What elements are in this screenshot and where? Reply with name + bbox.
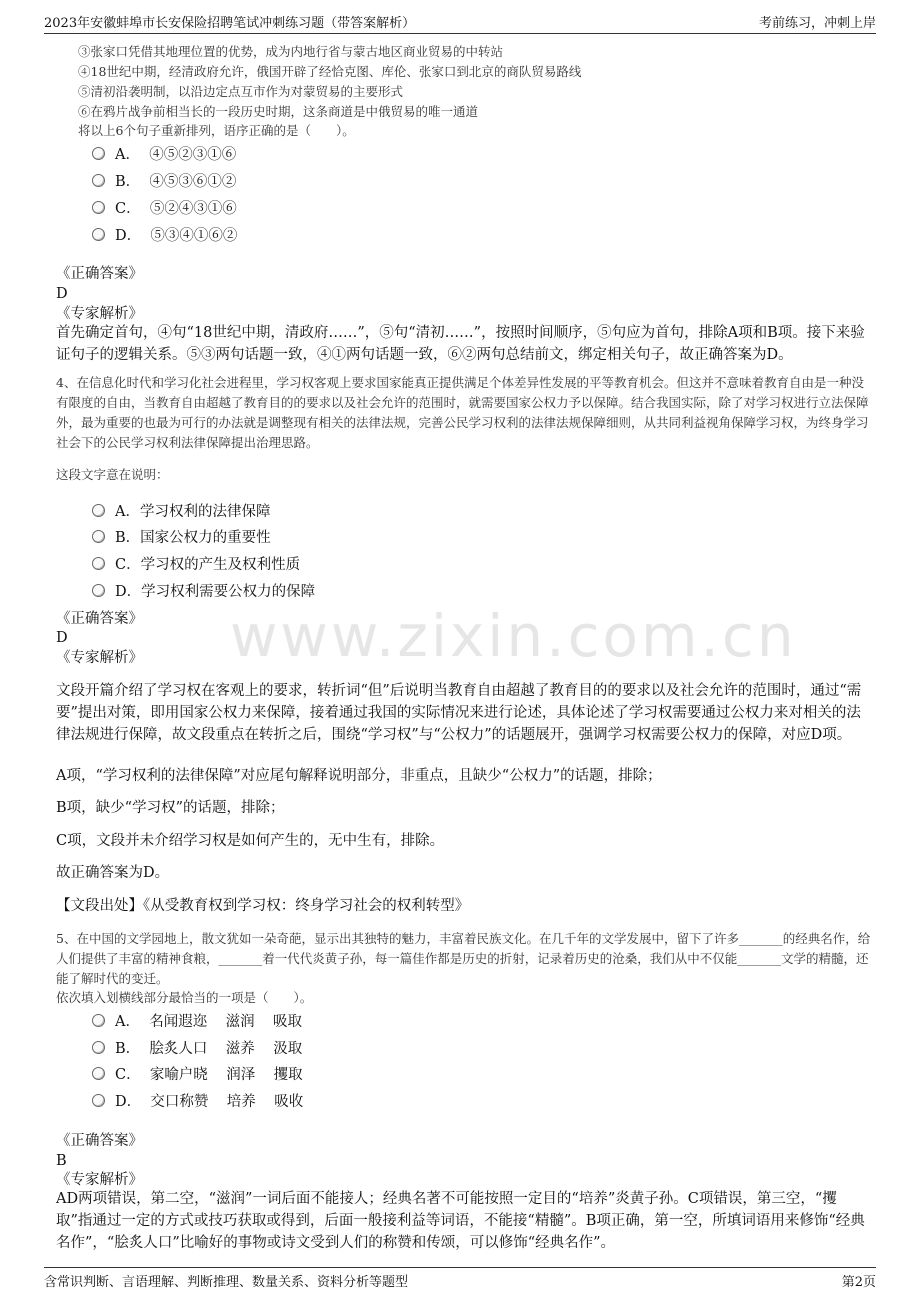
- watermark: www.zixin.com.cn: [230, 602, 797, 670]
- radio-icon[interactable]: [92, 504, 105, 517]
- radio-icon[interactable]: [92, 1094, 105, 1107]
- page-footer: [44, 1271, 876, 1291]
- header-divider: [44, 33, 876, 34]
- q4-answer-label: 《正确答案》: [56, 611, 143, 627]
- q5-option-b[interactable]: B． 脍炙人口 滋养 汲取: [92, 1037, 302, 1058]
- radio-icon[interactable]: [92, 228, 105, 241]
- q4-answer: D: [56, 630, 68, 646]
- page-number: 第2页: [841, 1275, 876, 1290]
- q3-answer-label: 《正确答案》: [56, 266, 143, 282]
- q4-analysis-option-b: B项，缺少“学习权”的话题，排除；: [56, 800, 285, 816]
- q4-option-d[interactable]: D．学习权利需要公权力的保障: [92, 580, 315, 601]
- q4-analysis-paragraph: 文段开篇介绍了学习权在客观上的要求，转折词“但”后说明当教育自由超越了教育目的的要求以及社会允许的范围时，通过“需要”提出对策，即用国家公权力来保障，接着通过我国的实际情况来进行论述，具体论述了学习权需要通过公权力来对相关的法律法规进行保障，故文段重点在转折之后，围绕“学习权”与“公权力”的话题展开，强调学习权需要公权力的保障，对应D项。: [56, 683, 862, 743]
- q3-question: 将以上6个句子重新排列，语序正确的是（ ）。: [78, 123, 355, 138]
- q5-option-d[interactable]: D． 交口称赞 培养 吸收: [92, 1090, 303, 1111]
- radio-icon[interactable]: [92, 201, 105, 214]
- footer-divider: [44, 1267, 876, 1268]
- radio-icon[interactable]: [92, 1041, 105, 1054]
- q5-option-a[interactable]: A． 名闻遐迩 滋润 吸取: [92, 1010, 302, 1031]
- q4-stem: 4、在信息化时代和学习化社会进程里，学习权客观上要求国家能真正提供满足个体差异性发展的平等教育机会。但这并不意味着教育自由是一种没有限度的自由，当教育自由超越了教育目的的要求以及社会允许的范围时，就需要国家公权力予以保障。结合我国实际，除了对学习权进行立法保障外，最为重要的也最为可行的办法就是调整现有相关的法律法规，完善公民学习权利的法律法规保障细则，从共同利益视角保障学习权，为终身学习社会下的公民学习权利法律保障提出治理思路。: [56, 375, 869, 450]
- radio-icon[interactable]: [92, 530, 105, 543]
- q3-option-b[interactable]: B． ④⑤③⑥①②: [92, 170, 236, 191]
- q3-sentence-5: ⑤清初沿袭明制，以沿边定点互市作为对蒙贸易的主要形式: [78, 84, 404, 99]
- q3-sentence-6: ⑥在鸦片战争前相当长的一段历史时期，这条商道是中俄贸易的唯一通道: [78, 104, 479, 119]
- q3-option-a[interactable]: A． ④⑤②③①⑥: [92, 143, 236, 164]
- q4-option-c[interactable]: C．学习权的产生及权利性质: [92, 553, 300, 574]
- q3-option-d[interactable]: D． ⑤③④①⑥②: [92, 224, 237, 245]
- q5-analysis-label: 《专家解析》: [56, 1172, 143, 1188]
- radio-icon[interactable]: [92, 584, 105, 597]
- header-slogan: 考前练习，冲刺上岸: [758, 16, 876, 31]
- q4-analysis-option-c: C项，文段并未介绍学习权是如何产生的，无中生有，排除。: [56, 833, 445, 849]
- radio-icon[interactable]: [92, 147, 105, 160]
- header-title: 2023年安徽蚌埠市长安保险招聘笔试冲刺练习题（带答案解析）: [44, 16, 416, 31]
- q4-option-b[interactable]: B．国家公权力的重要性: [92, 526, 271, 547]
- q3-analysis-label: 《专家解析》: [56, 306, 143, 322]
- q5-answer-label: 《正确答案》: [56, 1133, 143, 1149]
- q3-option-c[interactable]: C． ⑤②④③①⑥: [92, 197, 237, 218]
- q5-stem: 5、在中国的文学园地上，散文犹如一朵奇葩，显示出其独特的魅力，丰富着民族文化。在几千年的文学发展中，留下了许多_______的经典名作，给人们提供了丰富的精神食粮，_______着一代代炎黄子孙，每一篇佳作都是历史的折射，记录着历史的沧桑，我们从中不仅能_______文学的精髓，还能了解时代的变迁。: [56, 931, 871, 986]
- footer-note: 含常识判断、言语理解、判断推理、数量关系、资料分析等题型: [44, 1275, 409, 1290]
- page-header: [44, 12, 876, 34]
- q3-answer: D: [56, 286, 68, 302]
- radio-icon[interactable]: [92, 557, 105, 570]
- q5-analysis: AD两项错误，第二空，“滋润”一词后面不能接人；经典名著不可能按照一定目的“培养”炎黄子孙。C项错误，第三空，“攫取”指通过一定的方式或技巧获取或得到，后面一般接利益等词语，不能接“精髓”。B项正确，第一空，所填词语用来修饰“经典名作”，“脍炙人口”比喻好的事物或诗文受到人们的称赞和传颂，可以修饰“经典名作”。: [56, 1191, 865, 1251]
- radio-icon[interactable]: [92, 1014, 105, 1027]
- q4-analysis-conclusion: 故正确答案为D。: [56, 865, 170, 881]
- q5-option-c[interactable]: C． 家喻户晓 润泽 攫取: [92, 1063, 303, 1084]
- q3-sentence-3: ③张家口凭借其地理位置的优势，成为内地行省与蒙古地区商业贸易的中转站: [78, 44, 504, 59]
- q4-option-a[interactable]: A．学习权利的法律保障: [92, 500, 270, 521]
- q5-answer: B: [56, 1153, 67, 1169]
- q4-source: 【文段出处】《从受教育权到学习权：终身学习社会的权利转型》: [56, 898, 470, 914]
- radio-icon[interactable]: [92, 1067, 105, 1080]
- radio-icon[interactable]: [92, 174, 105, 187]
- q5-question: 依次填入划横线部分最恰当的一项是（ ）。: [56, 990, 313, 1005]
- q4-analysis-label: 《专家解析》: [56, 650, 143, 666]
- q3-analysis: 首先确定首句，④句“18世纪中期，清政府……”，⑤句“清初……”，按照时间顺序，⑤句应为首句，排除A项和B项。接下来验证句子的逻辑关系。⑤③两句话题一致，④①两句话题一致，⑥②两句总结前文，绑定相关句子，故正确答案为D。: [56, 325, 865, 363]
- q4-analysis-option-a: A项，“学习权利的法律保障”对应尾句解释说明部分，非重点，且缺少“公权力”的话题，排除；: [56, 768, 662, 784]
- q3-sentence-4: ④18世纪中期，经清政府允许，俄国开辟了经恰克图、库伦、张家口到北京的商队贸易路线: [78, 64, 582, 79]
- q4-question: 这段文字意在说明：: [56, 467, 169, 482]
